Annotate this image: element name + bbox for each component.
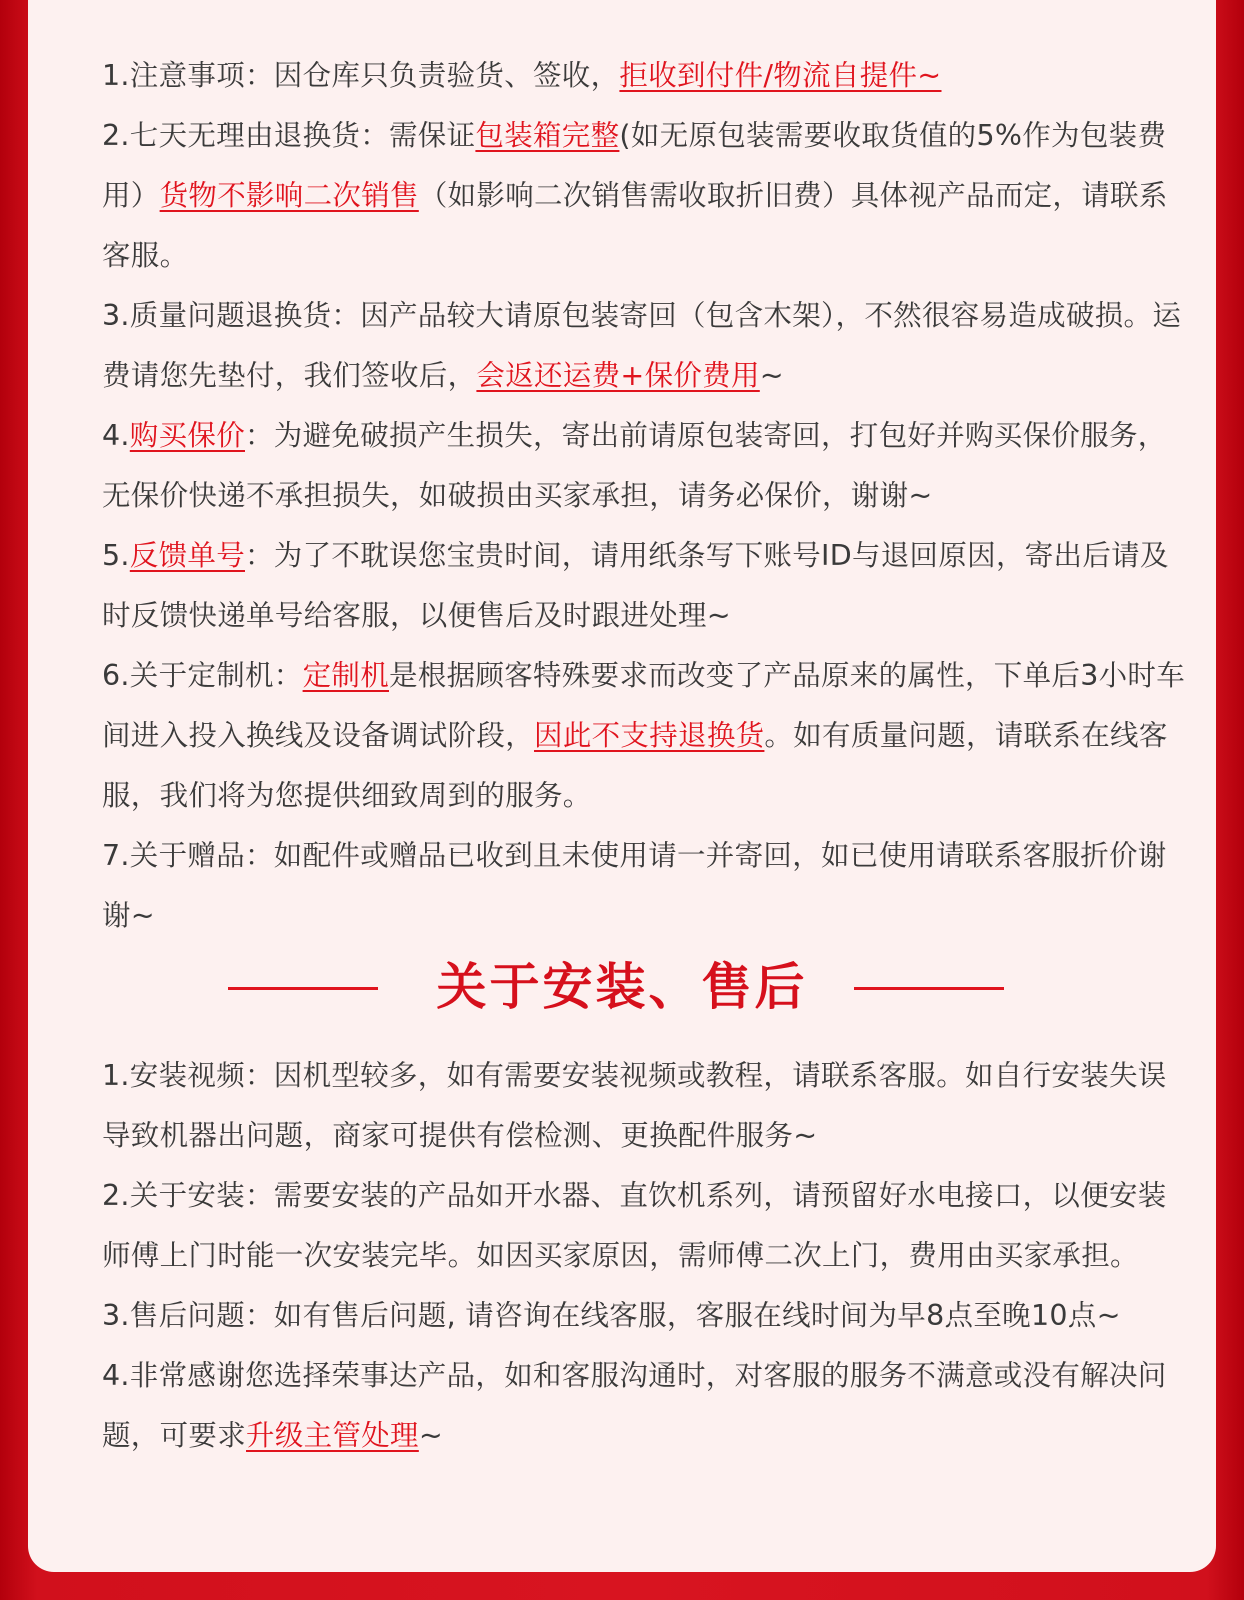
heading-divider-right: [854, 987, 1004, 990]
policy-item: 2.七天无理由退换货：需保证包装箱完整(如无原包装需要收取货值的5%作为包装费用）货物不影响二次销售（如影响二次销售需收取折旧费）具体视产品而定，请联系客服。: [102, 119, 1168, 272]
policy-item: 4.购买保价：为避免破损产生损失，寄出前请原包装寄回，打包好并购买保价服务，无保价快递不承担损失，如破损由买家承担，请务必保价，谢谢~: [102, 419, 1167, 512]
highlight-text: 定制机: [302, 659, 389, 692]
section-title: 关于安装、售后: [436, 958, 808, 1016]
section-heading: [28, 948, 1216, 1028]
policy-item: 6.关于定制机：定制机是根据顾客特殊要求而改变了产品原来的属性，下单后3小时车间进入投入换线及设备调试阶段，因此不支持退换货。如有质量问题，请联系在线客服，我们将为您提供细致周到的服务。: [102, 659, 1186, 812]
install-item: 1.安装视频：因机型较多，如有需要安装视频或教程，请联系客服。如自行安装失误导致机器出问题，商家可提供有偿检测、更换配件服务~: [102, 1059, 1167, 1152]
highlight-text: 包装箱完整: [475, 119, 620, 152]
highlight-text: 购买保价: [129, 419, 245, 452]
install-list: [102, 1046, 1190, 1466]
highlight-text: 升级主管处理: [246, 1419, 419, 1452]
highlight-text: 会返还运费+保价费用: [476, 359, 760, 392]
highlight-text: 反馈单号: [129, 539, 245, 572]
highlight-text: 拒收到付件/物流自提件~: [619, 59, 942, 92]
policy-item: 5.反馈单号：为了不耽误您宝贵时间，请用纸条写下账号ID与退回原因，寄出后请及时反馈快递单号给客服，以便售后及时跟进处理~: [102, 539, 1169, 632]
policy-item: 3.质量问题退换货：因产品较大请原包装寄回（包含木架），不然很容易造成破损。运费请您先垫付，我们签收后，会返还运费+保价费用~: [102, 299, 1182, 392]
highlight-text: 因此不支持退换货: [534, 719, 765, 752]
install-item: 3.售后问题：如有售后问题, 请咨询在线客服，客服在线时间为早8点至晚10点~: [102, 1299, 1121, 1332]
policy-item: 1.注意事项：因仓库只负责验货、签收，拒收到付件/物流自提件~: [102, 59, 942, 92]
policy-list: [102, 46, 1190, 946]
install-item: 4.非常感谢您选择荣事达产品，如和客服沟通时，对客服的服务不满意或没有解决问题，可要求升级主管处理~: [102, 1359, 1167, 1452]
highlight-text: 货物不影响二次销售: [159, 179, 419, 212]
install-item: 2.关于安装：需要安装的产品如开水器、直饮机系列，请预留好水电接口，以便安装师傅上门时能一次安装完毕。如因买家原因，需师傅二次上门，费用由买家承担。: [102, 1179, 1167, 1272]
content-card: [28, 0, 1216, 1572]
policy-item: 7.关于赠品：如配件或赠品已收到且未使用请一并寄回，如已使用请联系客服折价谢谢~: [102, 839, 1167, 932]
